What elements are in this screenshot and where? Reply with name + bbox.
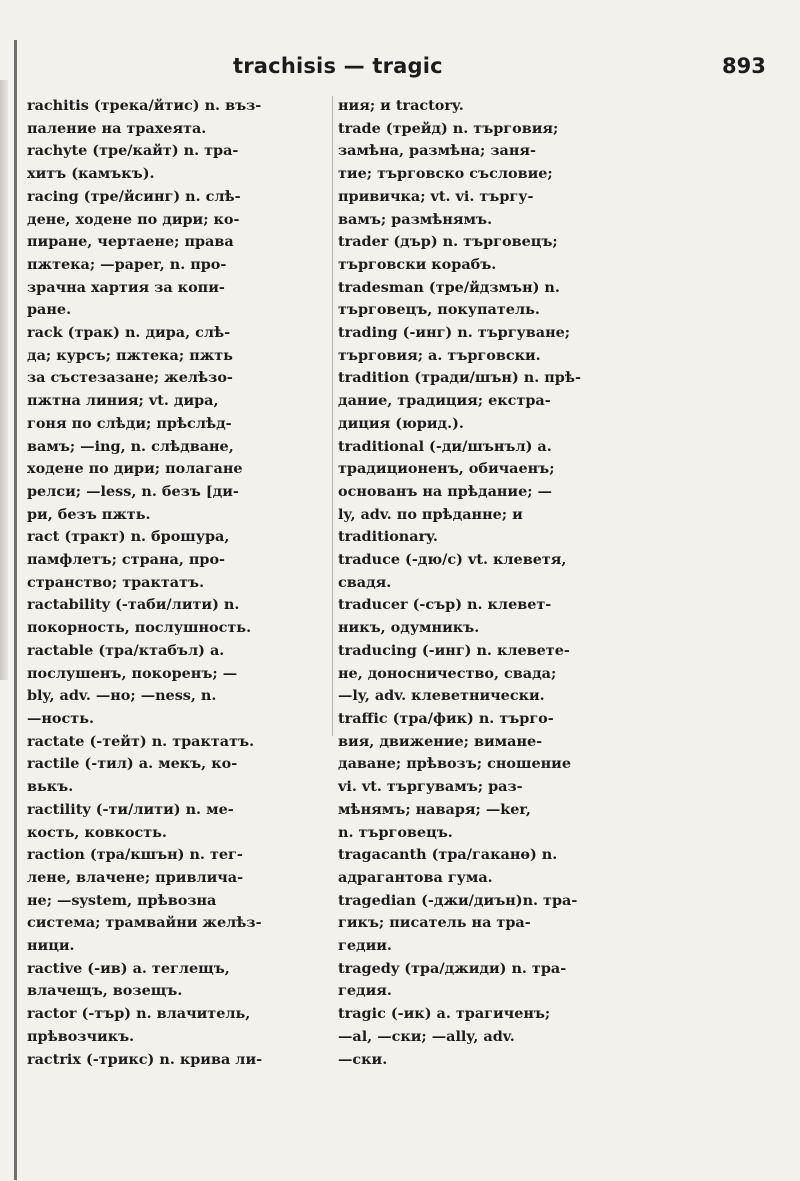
- entry-line: ници.: [27, 937, 75, 955]
- entry-line: мѣнямъ; наваря; —ker,: [338, 800, 531, 818]
- entry-line: странство; трактатъ.: [27, 573, 205, 591]
- column-divider: [332, 96, 333, 736]
- right-column: [338, 95, 790, 1071]
- entry-line: ract (тракт) n. брошура,: [27, 528, 230, 546]
- entry-line: тие; търговско съсловие;: [338, 165, 553, 183]
- entry-line: traduce (-дю/с) vt. клеветя,: [338, 551, 567, 569]
- entry-line: търговия; a. търговски.: [338, 346, 541, 364]
- entry-line: racing (тре/йсинг) n. слѣ-: [27, 187, 241, 205]
- entry-line: rachitis (трека/йтис) n. въз-: [27, 97, 262, 114]
- entry-line: гоня по слѣди; прѣслѣд-: [27, 414, 232, 432]
- entry-line: tragedy (тра/джиди) n. тра-: [338, 959, 567, 977]
- entry-line: tradesman (тре/йдзмън) n.: [338, 278, 560, 296]
- entry-line: гедии.: [338, 937, 392, 955]
- entry-line: trading (-инг) n. търгуване;: [338, 324, 571, 342]
- entry-line: trader (дър) n. търговецъ;: [338, 233, 558, 251]
- entry-line: tragacanth (тра/гаканө) n.: [338, 846, 558, 864]
- entry-line: послушенъ, покоренъ; —: [27, 664, 238, 682]
- entry-line: не, доносничество, свада;: [338, 664, 557, 682]
- entry-line: traducing (-инг) n. клевете-: [338, 641, 570, 659]
- entry-line: търговски корабъ.: [338, 255, 497, 273]
- entry-line: ractrix (-трикс) n. крива ли-: [27, 1050, 263, 1068]
- entry-line: ractile (-тил) a. мекъ, ко-: [27, 755, 238, 773]
- entry-line: традиционенъ, обичаенъ;: [338, 460, 555, 478]
- entry-line: пиране, чертаене; права: [27, 233, 234, 251]
- entry-line: зрачна хартия за копи-: [27, 278, 225, 296]
- entry-line: пжтека; —paper, n. про-: [27, 255, 227, 273]
- entry-line: търговецъ, покупатель.: [338, 301, 540, 319]
- entry-line: —ность.: [27, 709, 94, 727]
- entry-line: свадя.: [338, 573, 392, 591]
- page-number: 893: [722, 54, 766, 78]
- entry-line: trade (трейд) n. търговия;: [338, 119, 559, 137]
- entry-line: покорность, послушность.: [27, 619, 252, 637]
- entry-line: вькъ.: [27, 778, 74, 796]
- left-column: [27, 95, 327, 1071]
- entry-line: дене, ходене по дири; ко-: [27, 210, 240, 228]
- entry-line: traditional (-ди/шънъл) a.: [338, 437, 552, 455]
- entry-line: пжтна линия; vt. дира,: [27, 392, 219, 410]
- entry-line: ractility (-ти/лити) n. ме-: [27, 800, 234, 818]
- entry-line: ния; и tractory.: [338, 97, 464, 114]
- entry-line: лене, влачене; привличa-: [27, 868, 244, 886]
- entry-line: vi. vt. търгувамъ; раз-: [338, 778, 523, 796]
- entry-line: привичка; vt. vi. търгу-: [338, 187, 534, 205]
- entry-line: traffic (тра/фик) n. търго-: [338, 709, 554, 727]
- entry-line: —ly, adv. клеветнически.: [338, 687, 545, 705]
- entry-line: traditionary.: [338, 528, 438, 546]
- entry-line: вамъ; —ing, n. слѣдване,: [27, 437, 234, 455]
- entry-line: даване; прѣвозъ; сношение: [338, 755, 571, 773]
- entry-line: вамъ; размѣнямъ.: [338, 210, 493, 228]
- entry-line: паление на трахеята.: [27, 119, 207, 137]
- entry-line: за състезазане; желѣзо-: [27, 369, 233, 387]
- entry-line: ractability (-таби/лити) n.: [27, 596, 240, 614]
- entry-line: система; трамвайни желѣз-: [27, 914, 262, 932]
- guide-words: trachisis — tragic: [233, 54, 443, 78]
- binding-edge-line: [14, 40, 17, 1180]
- entry-line: влачещъ, возещъ.: [27, 982, 183, 1000]
- entry-line: никъ, одумникъ.: [338, 619, 480, 637]
- entry-line: tragic (-ик) a. трагиченъ;: [338, 1005, 551, 1023]
- entry-line: ри, безъ пжть.: [27, 505, 151, 523]
- entry-line: ractate (-тейт) n. трактатъ.: [27, 732, 255, 750]
- entry-line: релси; —less, n. безъ [ди-: [27, 482, 239, 500]
- entry-line: кость, ковкость.: [27, 823, 167, 841]
- entry-line: ly, adv. по прѣданне; и: [338, 505, 523, 523]
- entry-line: bly, adv. —но; —ness, n.: [27, 687, 217, 705]
- entry-line: rack (трак) n. дира, слѣ-: [27, 324, 231, 342]
- page-header: [0, 54, 800, 84]
- entry-line: ractable (тра/ктабъл) a.: [27, 641, 225, 659]
- entry-line: прѣвозчикъ.: [27, 1027, 135, 1045]
- entry-line: ractor (-тър) n. влачитель,: [27, 1005, 251, 1023]
- entry-line: —ски.: [338, 1050, 388, 1068]
- entry-line: гедия.: [338, 982, 392, 1000]
- entry-line: tradition (тради/шън) n. прѣ-: [338, 369, 581, 387]
- entry-line: диция (юрид.).: [338, 414, 464, 432]
- entry-line: ране.: [27, 301, 72, 319]
- entry-line: ractive (-ив) a. теглещъ,: [27, 959, 230, 977]
- entry-line: rachyte (тре/кайт) n. тра-: [27, 142, 239, 160]
- entry-line: ходене по дири; полагане: [27, 460, 243, 478]
- entry-line: не; —system, прѣвозна: [27, 891, 217, 909]
- entry-line: адрагантова гума.: [338, 868, 493, 886]
- entry-line: raction (тра/кшън) n. тег-: [27, 846, 243, 864]
- page-gutter-shadow: [0, 80, 8, 680]
- entry-line: гикъ; писатель на тра-: [338, 914, 531, 932]
- entry-line: дание, традиция; екстра-: [338, 392, 551, 410]
- entry-line: вия, движение; вимане-: [338, 732, 543, 750]
- entry-line: основанъ на прѣдание; —: [338, 482, 552, 500]
- entry-line: да; курсъ; пжтека; пжть: [27, 346, 233, 364]
- entry-line: хитъ (камъкъ).: [27, 165, 155, 183]
- entry-line: tragedian (-джи/диън)n. тра-: [338, 891, 578, 909]
- entry-line: —al, —ски; —ally, adv.: [338, 1027, 515, 1045]
- entry-line: traducer (-сър) n. клевет-: [338, 596, 552, 614]
- entry-line: n. търговецъ.: [338, 823, 453, 841]
- entry-line: замѣна, размѣна; заня-: [338, 142, 537, 160]
- entry-line: памфлетъ; страна, про-: [27, 551, 226, 569]
